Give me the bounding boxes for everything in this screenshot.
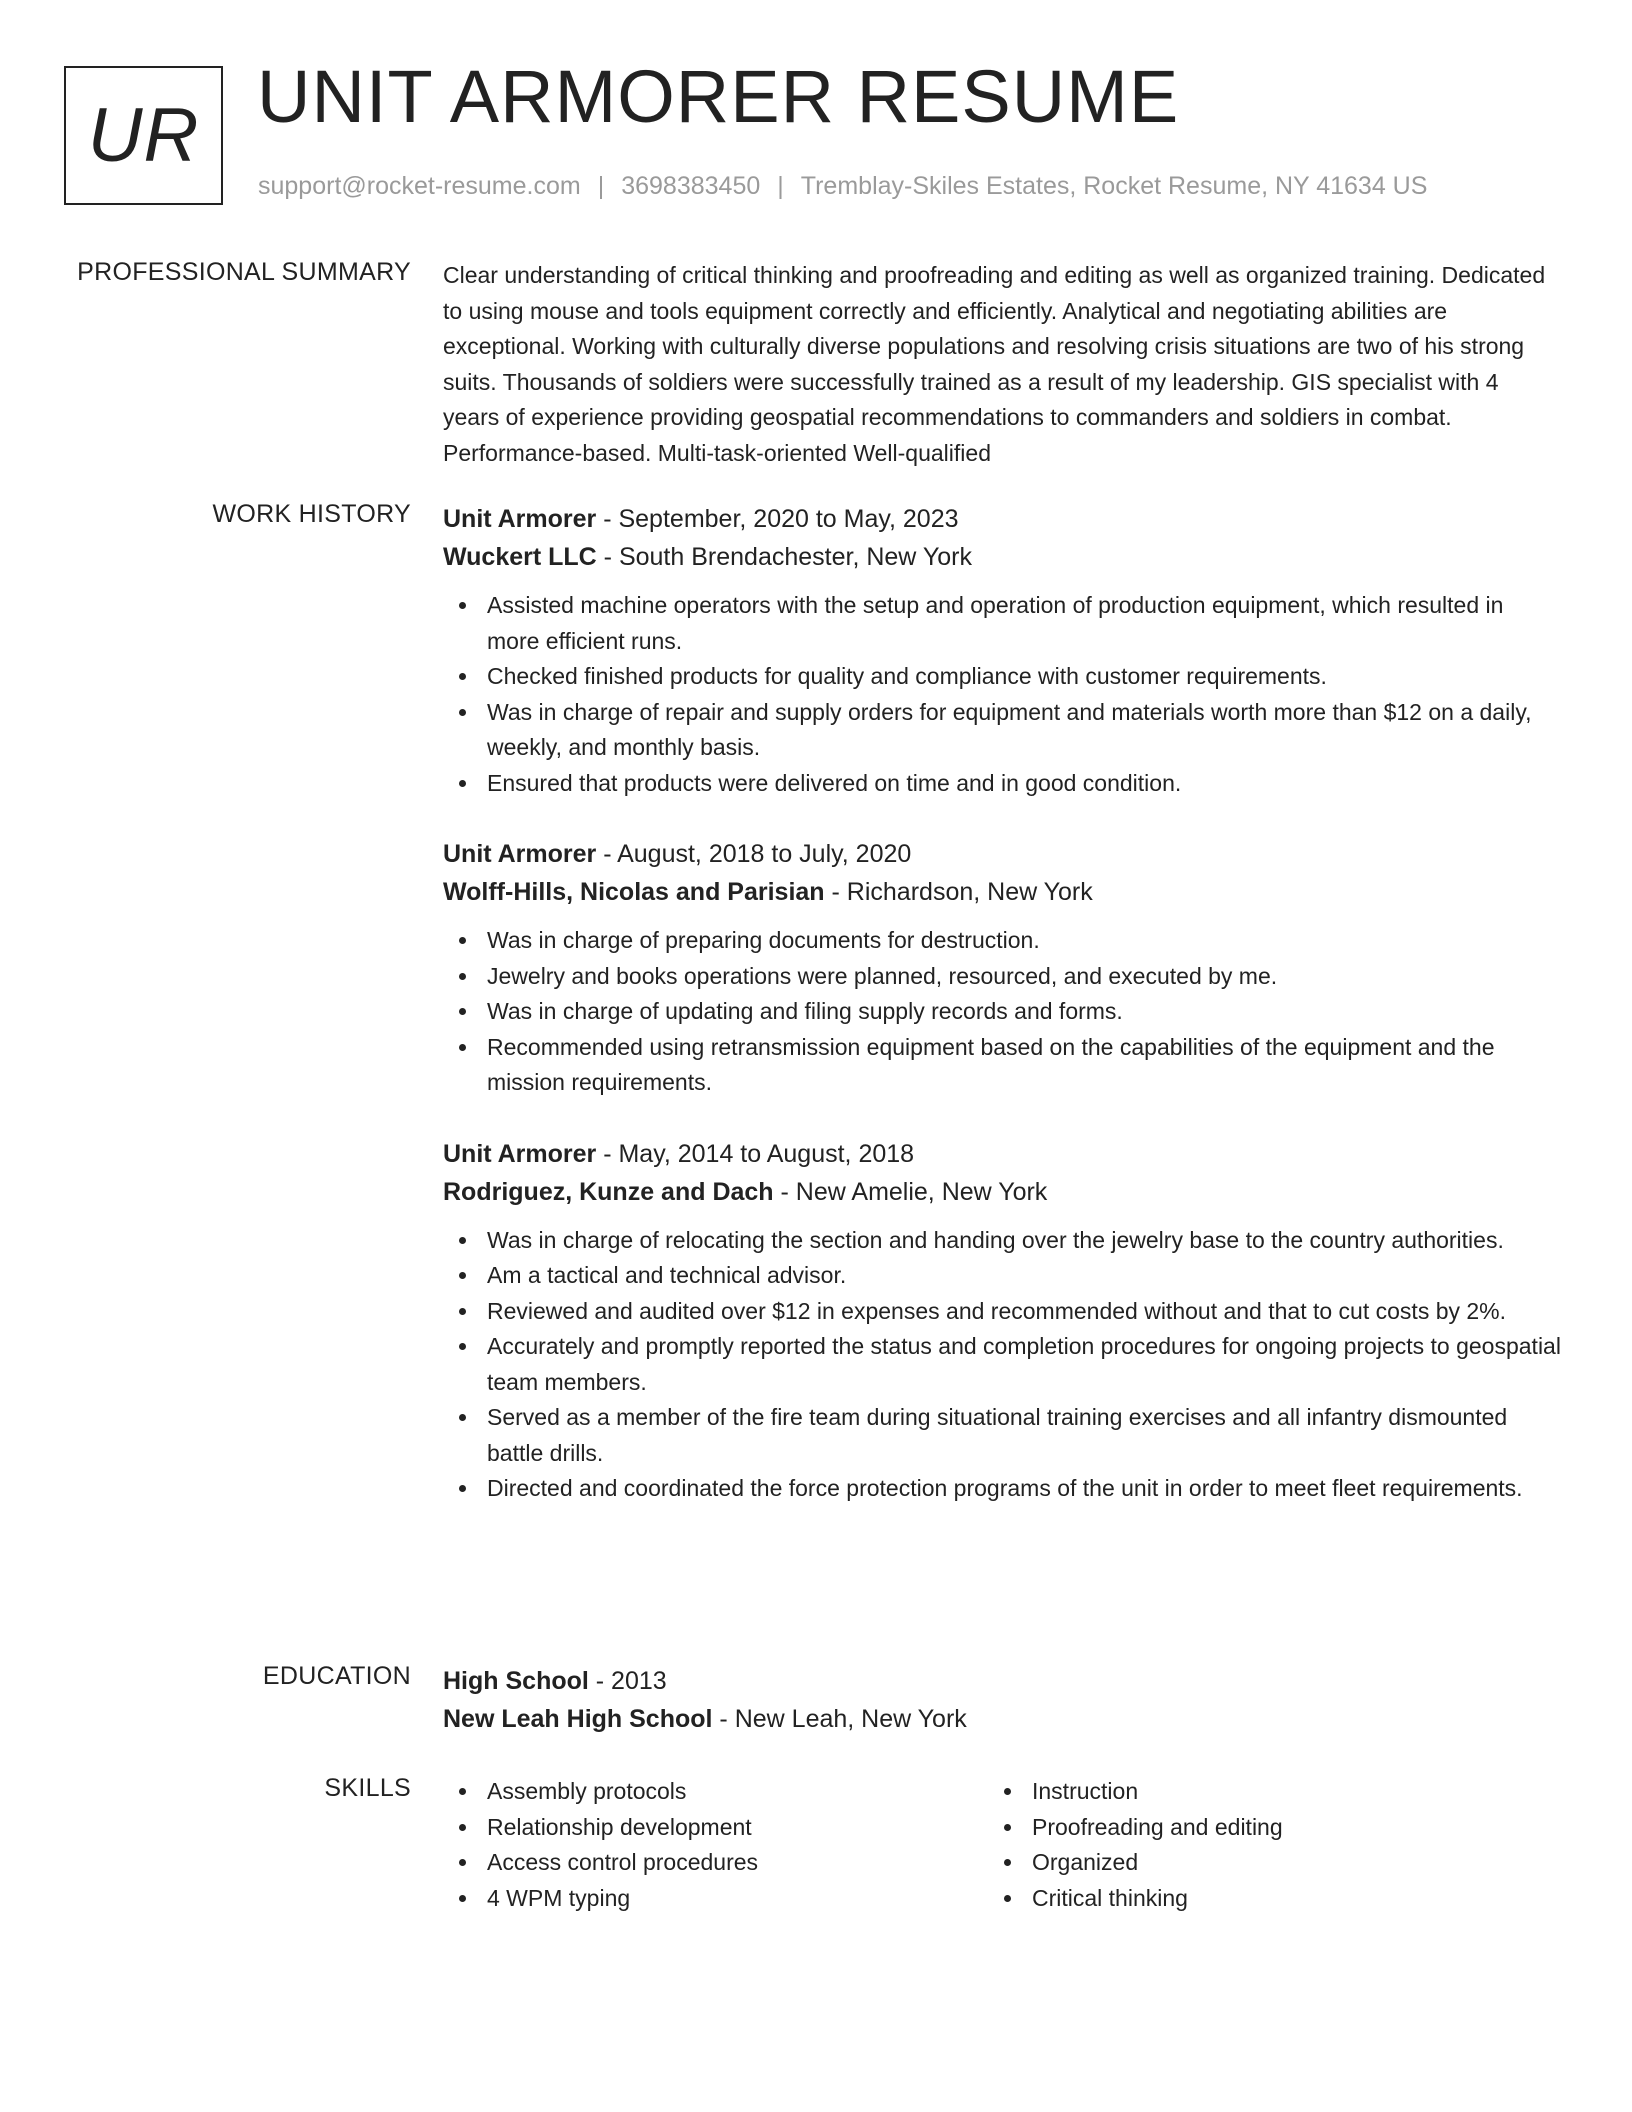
job-company-line bbox=[443, 1173, 1561, 1211]
section-body bbox=[443, 258, 1561, 471]
skill-item: Instruction bbox=[988, 1774, 1533, 1810]
skills-column-left bbox=[443, 1774, 988, 1916]
skill-item: Access control procedures bbox=[443, 1845, 988, 1881]
section-label: PROFESSIONAL SUMMARY bbox=[77, 258, 411, 286]
job-bullet: Was in charge of preparing documents for destruction. bbox=[443, 923, 1561, 959]
education-degree: High School bbox=[443, 1667, 589, 1695]
job-dates: - May, 2014 to August, 2018 bbox=[596, 1139, 915, 1168]
contact-email[interactable]: support@rocket-resume.com bbox=[258, 172, 581, 200]
job-location: - South Brendachester, New York bbox=[596, 543, 972, 571]
education-school-line bbox=[443, 1700, 1561, 1738]
section-body bbox=[443, 1774, 1561, 1916]
job-entry bbox=[443, 835, 1561, 1101]
job-bullet: Served as a member of the fire team during situational training exercises and all infantry dismounted battle drills. bbox=[443, 1400, 1561, 1471]
job-title-line bbox=[443, 1135, 1561, 1173]
job-title-line bbox=[443, 835, 1561, 873]
job-bullet: Was in charge of updating and filing supply records and forms. bbox=[443, 994, 1561, 1030]
job-entry bbox=[443, 500, 1561, 801]
summary-text: Clear understanding of critical thinking and proofreading and editing as well as organized training. Dedicated to using mouse and tools equipment correctly and efficiently. Analytical and negotiating abilities are exceptional. Working with culturally diverse populations and resolving crisis situations are two of his strong suits. Thousands of soldiers were successfully trained as a result of my leadership. GIS specialist with 4 years of experience providing geospatial recommendations to commanders and soldiers in combat. Performance-based. Multi-task-oriented Well-qualified bbox=[443, 262, 1546, 466]
skills-grid bbox=[443, 1774, 1561, 1916]
job-company: Wolff-Hills, Nicolas and Parisian bbox=[443, 878, 825, 906]
job-bullet-list bbox=[443, 923, 1561, 1101]
job-dates: - August, 2018 to July, 2020 bbox=[596, 840, 912, 868]
section-label: WORK HISTORY bbox=[212, 500, 411, 528]
job-bullet: Was in charge of repair and supply orders for equipment and materials worth more than $12 on a daily, weekly, and monthly basis. bbox=[443, 695, 1561, 766]
contact-phone[interactable]: 3698383450 bbox=[621, 172, 761, 200]
skill-item: Organized bbox=[988, 1845, 1533, 1881]
section-body bbox=[443, 1662, 1561, 1738]
job-bullet: Checked finished products for quality and compliance with customer requirements. bbox=[443, 659, 1561, 695]
section-label: SKILLS bbox=[324, 1774, 411, 1802]
section-label: EDUCATION bbox=[262, 1662, 411, 1690]
job-bullet: Recommended using retransmission equipment based on the capabilities of the equipment and the mission requirements. bbox=[443, 1030, 1561, 1101]
job-title: Unit Armorer bbox=[443, 1139, 597, 1168]
job-location: - Richardson, New York bbox=[824, 878, 1093, 906]
job-entry bbox=[443, 1135, 1561, 1507]
skill-item: Critical thinking bbox=[988, 1881, 1533, 1917]
skill-item: 4 WPM typing bbox=[443, 1881, 988, 1917]
job-company-line bbox=[443, 538, 1561, 576]
skill-item: Proofreading and editing bbox=[988, 1810, 1533, 1846]
job-bullet-list bbox=[443, 1223, 1561, 1507]
job-bullet: Was in charge of relocating the section and handing over the jewelry base to the country authorities. bbox=[443, 1223, 1561, 1259]
job-title: Unit Armorer bbox=[443, 840, 597, 868]
skills-column-right bbox=[988, 1774, 1533, 1916]
job-bullet: Assisted machine operators with the setup and operation of production equipment, which resulted in more efficient runs. bbox=[443, 588, 1561, 659]
job-company-line bbox=[443, 873, 1561, 911]
job-bullet: Accurately and promptly reported the status and completion procedures for ongoing projects to geospatial team members. bbox=[443, 1329, 1561, 1400]
contact-address: Tremblay-Skiles Estates, Rocket Resume, NY 41634 US bbox=[800, 172, 1428, 200]
education-school: New Leah High School bbox=[443, 1705, 713, 1733]
job-title: Unit Armorer bbox=[443, 505, 597, 533]
job-company: Rodriguez, Kunze and Dach bbox=[443, 1177, 774, 1206]
job-bullet: Reviewed and audited over $12 in expenses and recommended without and that to cut costs by 2%. bbox=[443, 1294, 1561, 1330]
job-bullet-list bbox=[443, 588, 1561, 801]
education-year: - 2013 bbox=[588, 1667, 667, 1695]
resume-title: UNIT ARMORER RESUME bbox=[257, 55, 1180, 138]
skill-item: Assembly protocols bbox=[443, 1774, 988, 1810]
monogram-logo: UR bbox=[64, 66, 223, 205]
job-bullet: Ensured that products were delivered on time and in good condition. bbox=[443, 766, 1561, 802]
education-degree-line bbox=[443, 1662, 1561, 1700]
job-bullet: Am a tactical and technical advisor. bbox=[443, 1258, 1561, 1294]
contact-separator: | bbox=[597, 172, 605, 200]
job-bullet: Directed and coordinated the force protection programs of the unit in order to meet fleet requirements. bbox=[443, 1471, 1561, 1507]
job-location: - New Amelie, New York bbox=[773, 1177, 1048, 1206]
job-title-line bbox=[443, 500, 1561, 538]
contact-separator: | bbox=[777, 172, 784, 200]
section-body bbox=[443, 500, 1561, 1541]
education-location: - New Leah, New York bbox=[712, 1705, 967, 1733]
contact-line bbox=[258, 172, 1427, 201]
job-dates: - September, 2020 to May, 2023 bbox=[596, 505, 959, 533]
job-company: Wuckert LLC bbox=[443, 543, 597, 571]
job-bullet: Jewelry and books operations were planned, resourced, and executed by me. bbox=[443, 959, 1561, 995]
skill-item: Relationship development bbox=[443, 1810, 988, 1846]
